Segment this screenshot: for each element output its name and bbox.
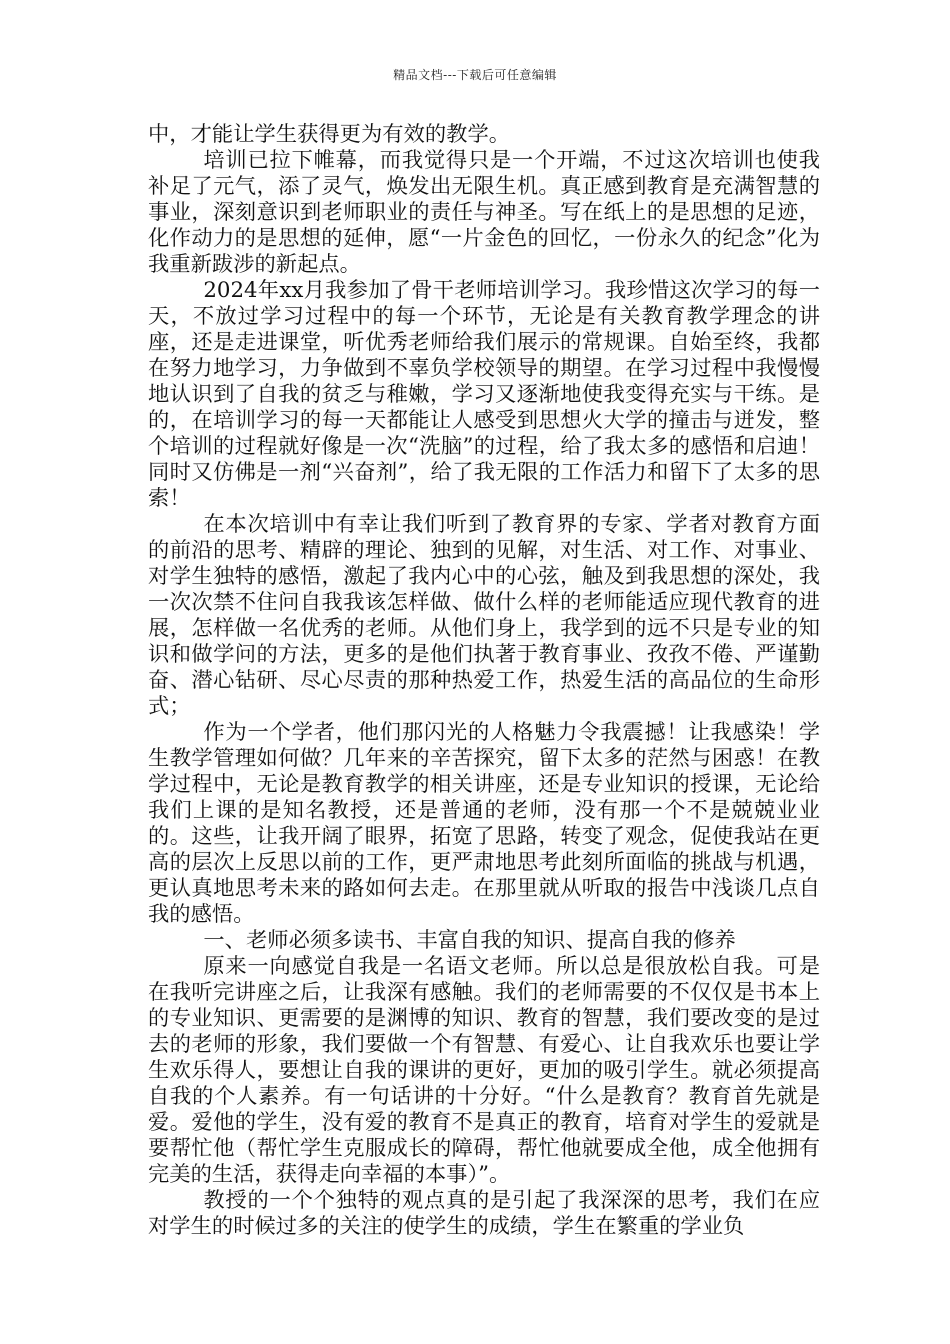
paragraph: 2024年xx月我参加了骨干老师培训学习。我珍惜这次学习的每一天，不放过学习过程中的每一个环节，无论是有关教育教学理念的讲座，还是走进课堂，听优秀老师给我们展示的常规课。自始至终，我都在努力地学习，力争做到不辜负学校领导的期望。在学习过程中我慢慢地认识到了自我的贫乏与稚嫩，学习又逐渐地使我变得充实与干练。是的，在培训学习的每一天都能让人感受到思想火大学的撞击与迸发，整个培训的过程就好像是一次“洗脑”的过程，给了我太多的感悟和启迪！同时又仿佛是一剂“兴奋剂”，给了我无限的工作活力和留下了太多的思索！ bbox=[148, 278, 820, 511]
paragraph: 作为一个学者，他们那闪光的人格魅力令我震撼！让我感染！学生教学管理如何做？几年来的辛苦探究，留下太多的茫然与困惑！在教学过程中，无论是教育教学的相关讲座，还是专业知识的授课，无论给我们上课的是知名教授，还是普通的老师，没有那一个不是兢兢业业的。这些，让我开阔了眼界，拓宽了思路，转变了观念，促使我站在更高的层次上反思以前的工作，更严肃地思考此刻所面临的挑战与机遇，更认真地思考未来的路如何去走。在那里就从听取的报告中浅谈几点自我的感悟。 bbox=[148, 720, 820, 927]
paragraph: 教授的一个个独特的观点真的是引起了我深深的思考，我们在应对学生的时候过多的关注的使学生的成绩，学生在繁重的学业负 bbox=[148, 1188, 820, 1239]
page-header: 精品文档---下载后可任意编辑 bbox=[393, 68, 557, 82]
section-heading: 一、老师必须多读书、丰富自我的知识、提高自我的修养 bbox=[203, 928, 736, 953]
document-body bbox=[148, 122, 820, 1240]
paragraph: 原来一向感觉自我是一名语文老师。所以总是很放松自我。可是在我听完讲座之后，让我深有感触。我们的老师需要的不仅仅是书本上的专业知识、更需要的是渊博的知识、教育的智慧，我们要改变的是过去的老师的形象，我们要做一个有智慧、有爱心、让自我欢乐也要让学生欢乐得人，要想让自我的课讲的更好，更加的吸引学生。就必须提高自我的个人素养。有一句话讲的十分好。“什么是教育？教育首先就是爱。爱他的学生，没有爱的教育不是真正的教育，培育对学生的爱就是要帮忙他（帮忙学生克服成长的障碍，帮忙他就要成全他，成全他拥有完美的生活，获得走向幸福的本事）”。 bbox=[148, 954, 820, 1187]
paragraph: 培训已拉下帷幕，而我觉得只是一个开端，不过这次培训也使我补足了元气，添了灵气，焕发出无限生机。真正感到教育是充满智慧的事业，深刻意识到老师职业的责任与神圣。写在纸上的是思想的足迹，化作动力的是思想的延伸，愿“一片金色的回忆，一份永久的纪念”化为我重新跋涉的新起点。 bbox=[148, 148, 820, 277]
paragraph: 在本次培训中有幸让我们听到了教育界的专家、学者对教育方面的前沿的思考、精辟的理论、独到的见解，对生活、对工作、对事业、对学生独特的感悟，激起了我内心中的心弦，触及到我思想的深处，我一次次禁不住问自我我该怎样做、做什么样的老师能适应现代教育的进展，怎样做一名优秀的老师。从他们身上，我学到的远不只是专业的知识和做学问的方法，更多的是他们执著于教育事业、孜孜不倦、严谨勤奋、潜心钻研、尽心尽责的那种热爱工作，热爱生活的高品位的生命形式； bbox=[148, 512, 820, 719]
paragraph-continuation: 中，才能让学生获得更为有效的教学。 bbox=[148, 122, 511, 147]
